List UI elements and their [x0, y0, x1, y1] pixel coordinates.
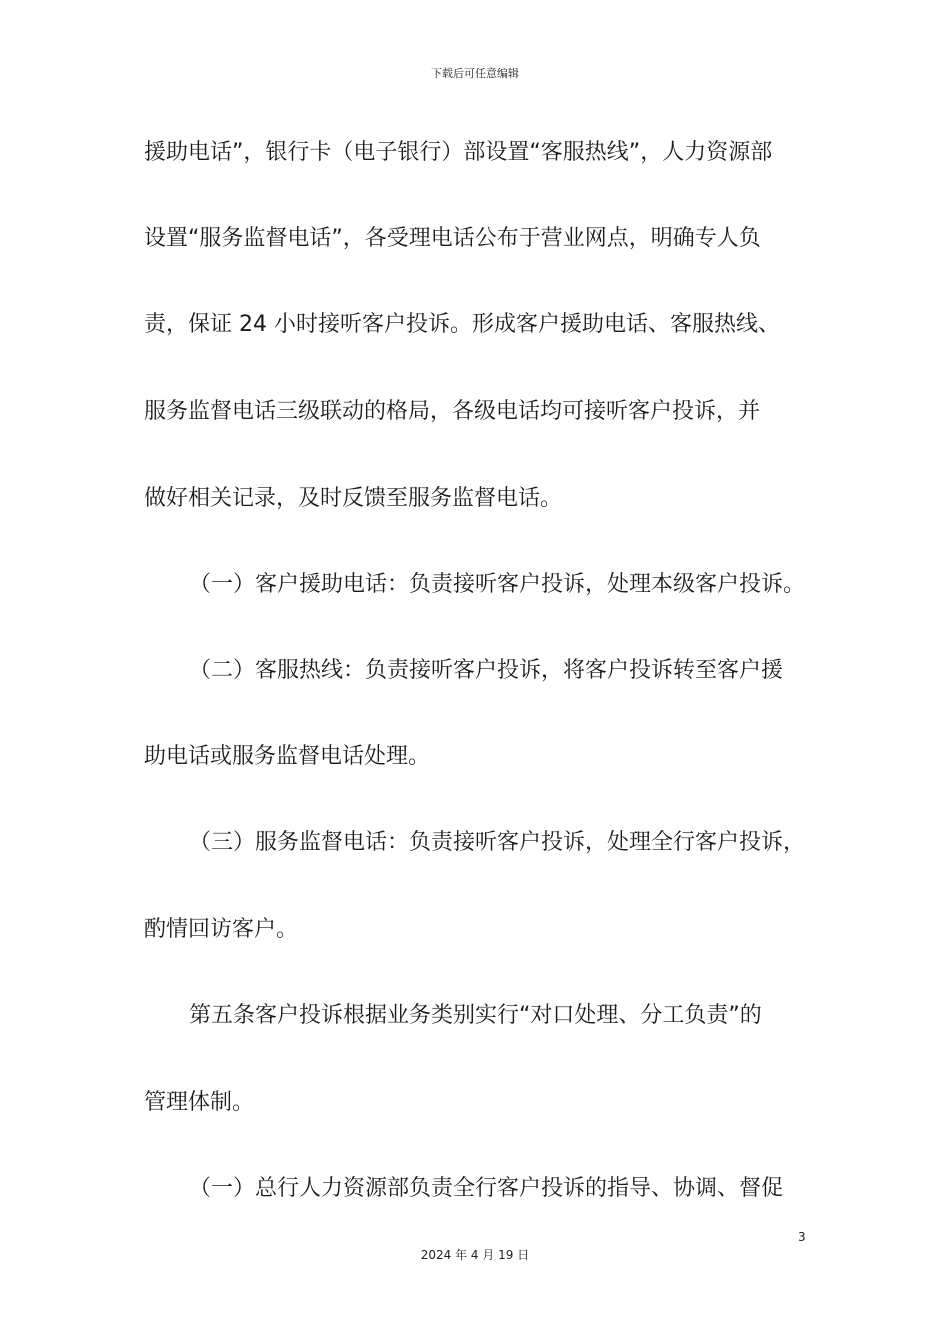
page-number: 3	[798, 1230, 806, 1244]
page-header: 下载后可任意编辑	[431, 67, 519, 80]
body-line: 管理体制。	[144, 1090, 255, 1115]
body-line: （二）客服热线：负责接听客户投诉，将客户投诉转至客户援	[189, 658, 784, 683]
body-line: 助电话或服务监督电话处理。	[144, 744, 431, 769]
body-line: （一）总行人力资源部负责全行客户投诉的指导、协调、督促	[189, 1176, 784, 1201]
body-line: （一）客户援助电话：负责接听客户投诉，处理本级客户投诉。	[189, 572, 806, 597]
body-line: 做好相关记录，及时反馈至服务监督电话。	[144, 486, 563, 511]
body-line: 第五条客户投诉根据业务类别实行“对口处理、分工负责”的	[189, 1003, 762, 1028]
body-line: （三）服务监督电话：负责接听客户投诉，处理全行客户投诉，	[189, 830, 806, 855]
body-line: 酌情回访客户。	[144, 917, 299, 942]
body-line: 服务监督电话三级联动的格局，各级电话均可接听客户投诉，并	[144, 399, 761, 424]
body-line: 援助电话”，银行卡（电子银行）部设置“客服热线”，人力资源部	[144, 140, 773, 165]
body-line: 设置“服务监督电话”，各受理电话公布于营业网点，明确专人负	[144, 226, 761, 251]
footer-date: 2024 年 4 月 19 日	[420, 1248, 530, 1262]
body-line: 责，保证 24 小时接听客户投诉。形成客户援助电话、客服热线、	[144, 312, 780, 337]
